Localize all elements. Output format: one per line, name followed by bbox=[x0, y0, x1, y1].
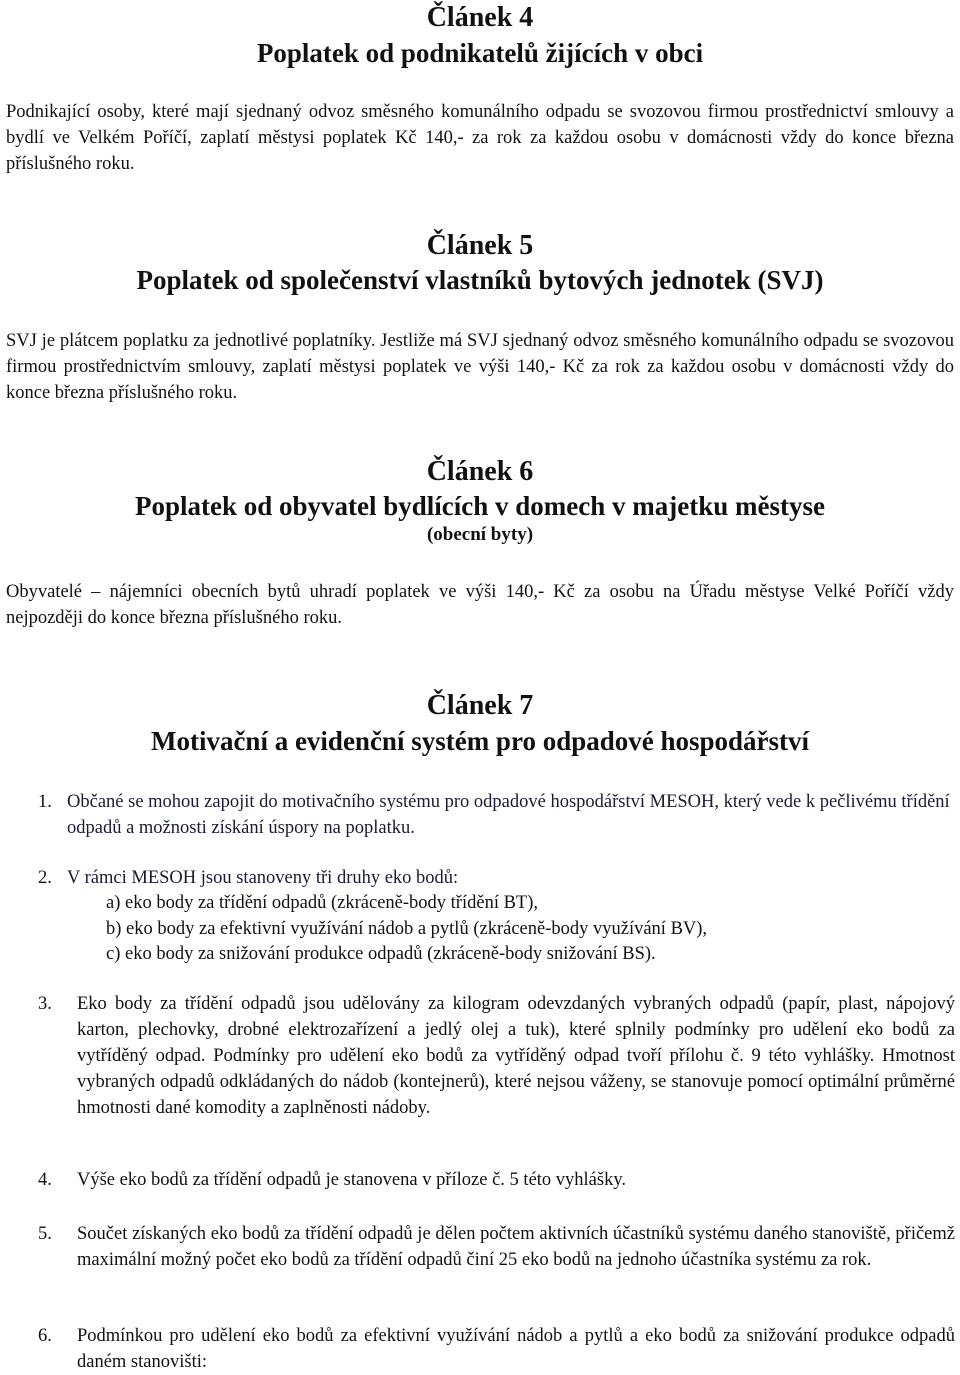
article-6-title: Poplatek od obyvatel bydlících v domech v majetku městyse bbox=[135, 491, 825, 521]
article-4-title: Poplatek od podnikatelů žijících v obci bbox=[256, 38, 704, 68]
list-item-number: 2. bbox=[38, 868, 52, 888]
article-6-number: Článek 6 bbox=[426, 456, 534, 487]
list-item-number: 6. bbox=[38, 1326, 52, 1346]
sub-list-item: c) eko body za snižování produkce odpadů (zkráceně-body snižování BS). bbox=[106, 944, 656, 964]
list-item-text: Občané se mohou zapojit do motivačního systému pro odpadové hospodářství MESOH, který vede k pečlivému třídění odpadů a možnosti získání úspory na poplatku. bbox=[67, 792, 950, 838]
list-item-text: Podmínkou pro udělení eko bodů za efektivní využívání nádob a pytlů a eko bodů za snižování produkce odpadů daném stanovišti: bbox=[77, 1326, 955, 1372]
list-item-number: 1. bbox=[38, 792, 52, 812]
sub-list-item: a) eko body za třídění odpadů (zkráceně-body třídění BT), bbox=[106, 893, 539, 913]
list-item-number: 5. bbox=[38, 1224, 52, 1244]
article-5-number: Článek 5 bbox=[426, 230, 534, 261]
list-item-text: Součet získaných eko bodů za třídění odpadů je dělen počtem aktivních účastníků systému daného stanoviště, přičemž maximální možný počet eko bodů za třídění odpadů činí 25 eko bodů na jednoho účastníka systému za rok. bbox=[77, 1224, 955, 1270]
article-4-number: Článek 4 bbox=[426, 2, 534, 33]
article-5-text: SVJ je plátcem poplatku za jednotlivé poplatníky. Jestliže má SVJ sjednaný odvoz směsného komunálního odpadu se svozovou firmou prostřednictvím smlouvy, zaplatí městysi poplatek ve výši 140,- Kč za rok za každou osobu v domácnosti vždy do konce března příslušného roku. bbox=[6, 331, 954, 403]
list-item-text: V rámci MESOH jsou stanoveny tři druhy eko bodů: bbox=[67, 868, 459, 888]
list-item-text: Eko body za třídění odpadů jsou udělovány za kilogram odevzdaných vybraných odpadů (papír, plast, nápojový karton, plechovky, drobné elektrozařízení a jedlý olej a tuk), které splnily podmínky pro udělení eko bodů za vytříděný odpad. Podmínky pro udělení eko bodů za vytříděný odpad tvoří přílohu č. 9 této vyhlášky. Hmotnost vybraných odpadů odkládaných do nádob (kontejnerů), které nejsou váženy, se stanovuje pomocí optimální průměrné hmotnosti dané komodity a zaplněnosti nádoby. bbox=[77, 994, 955, 1118]
article-6-subtitle: (obecní byty) bbox=[426, 524, 534, 545]
article-7-title: Motivační a evidenční systém pro odpadové hospodářství bbox=[150, 726, 810, 756]
article-5-title: Poplatek od společenství vlastníků bytových jednotek (SVJ) bbox=[136, 265, 824, 295]
article-6-text: Obyvatelé – nájemníci obecních bytů uhradí poplatek ve výši 140,- Kč za osobu na Úřadu městyse Velké Poříčí vždy nejpozději do konce března příslušného roku. bbox=[6, 582, 954, 628]
list-item-number: 3. bbox=[38, 994, 52, 1014]
article-4-text: Podnikající osoby, které mají sjednaný odvoz směsného komunálního odpadu se svozovou firmou prostřednictví smlouvy a bydlí ve Velkém Poříčí, zaplatí městysi poplatek Kč 140,- za rok za každou osobu v domácnosti vždy do konce března příslušného roku. bbox=[6, 102, 954, 174]
list-item-text: Výše eko bodů za třídění odpadů je stanovena v příloze č. 5 této vyhlášky. bbox=[77, 1170, 627, 1190]
list-item-number: 4. bbox=[38, 1170, 52, 1190]
article-7-number: Článek 7 bbox=[426, 690, 534, 721]
sub-list-item: b) eko body za efektivní využívání nádob a pytlů (zkráceně-body využívání BV), bbox=[106, 919, 708, 939]
